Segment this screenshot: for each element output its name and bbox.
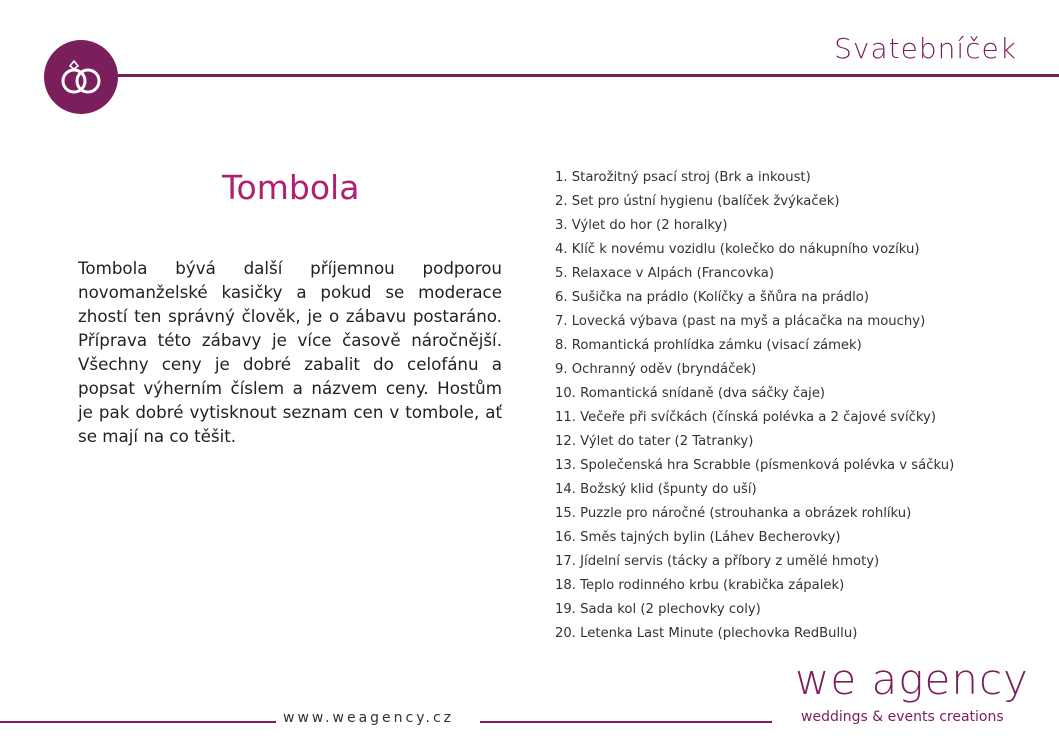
agency-tagline: weddings & events creations — [801, 709, 1004, 725]
rings-icon — [44, 40, 118, 114]
list-item: 12. Výlet do tater (2 Tatranky) — [555, 434, 754, 449]
list-item: 8. Romantická prohlídka zámku (visací zámek) — [555, 338, 862, 353]
list-item: 19. Sada kol (2 plechovky coly) — [555, 602, 761, 617]
list-item: 9. Ochranný oděv (bryndáček) — [555, 362, 757, 377]
footer-divider-left — [0, 721, 276, 723]
list-item: 3. Výlet do hor (2 horalky) — [555, 218, 728, 233]
footer-website-link[interactable]: www.weagency.cz — [283, 710, 455, 726]
intro-paragraph: Tombola bývá další příjemnou podporou novomanželské kasičky a pokud se moderace zhostí ten správný člověk, je o zábavu postaráno. Příprava této zábavy je více časově náročnější. Všechny ceny je dobré zabalit do celofánu a popsat výherním číslem a názvem ceny. Hostům je pak dobré vytisknout seznam cen v tombole, ať se mají na co těšit. — [78, 258, 502, 446]
list-item: 13. Společenská hra Scrabble (písmenková polévka v sáčku) — [555, 458, 955, 473]
brand-title: Svatebníček — [834, 32, 1017, 65]
list-item: 1. Starožitný psací stroj (Brk a inkoust) — [555, 170, 811, 185]
footer-divider-right — [480, 721, 772, 723]
list-item: 10. Romantická snídaně (dva sáčky čaje) — [555, 386, 826, 401]
list-item: 6. Sušička na prádlo (Kolíčky a šňůra na prádlo) — [555, 290, 870, 305]
list-item: 11. Večeře při svíčkách (čínská polévka a 2 čajové svíčky) — [555, 410, 936, 425]
wedding-rings-logo — [44, 40, 118, 114]
page-title: Tombola — [222, 168, 360, 207]
list-item: 14. Božský klid (špunty do uší) — [555, 482, 757, 497]
list-item: 15. Puzzle pro náročné (strouhanka a obrázek rohlíku) — [555, 506, 912, 521]
agency-logo-text: we agency — [795, 655, 1029, 704]
prize-list — [555, 166, 954, 646]
list-item: 2. Set pro ústní hygienu (balíček žvýkaček) — [555, 194, 840, 209]
header-divider — [96, 74, 1059, 77]
list-item: 16. Směs tajných bylin (Láhev Becherovky) — [555, 530, 841, 545]
list-item: 17. Jídelní servis (tácky a příbory z umělé hmoty) — [555, 554, 880, 569]
list-item: 7. Lovecká výbava (past na myš a plácačka na mouchy) — [555, 314, 926, 329]
list-item: 4. Klíč k novému vozidlu (kolečko do nákupního vozíku) — [555, 242, 920, 257]
list-item: 18. Teplo rodinného krbu (krabička zápalek) — [555, 578, 845, 593]
list-item: 5. Relaxace v Alpách (Francovka) — [555, 266, 774, 281]
list-item: 20. Letenka Last Minute (plechovka RedBullu) — [555, 626, 858, 641]
